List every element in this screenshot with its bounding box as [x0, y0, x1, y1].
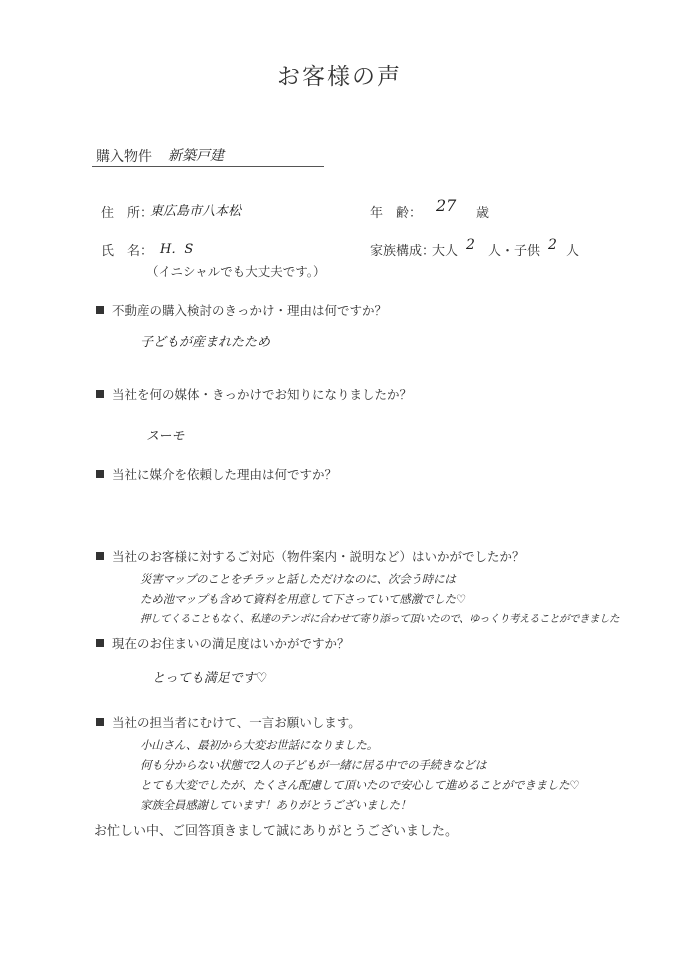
address-label: 住 所： — [101, 206, 154, 221]
name-note: （イニシャルでも大丈夫です。） — [146, 264, 326, 279]
answer-line: とても大変でしたが、たくさん配慮して頂いたので安心して進めることができました♡ — [140, 778, 580, 792]
bullet-square-icon — [96, 718, 104, 726]
question-5 — [96, 634, 350, 652]
question-6 — [96, 713, 361, 731]
question-text: 不動産の購入検討のきっかけ・理由は何ですか？ — [112, 303, 388, 318]
family-adult-count: 2 — [466, 237, 475, 253]
page-title: お客様の声 — [277, 64, 402, 90]
answer-line: 災害マップのことをチラッと話しただけなのに、次会う時には — [140, 572, 456, 586]
question-text: 現在のお住まいの満足度はいかがですか？ — [112, 636, 350, 651]
bullet-square-icon — [96, 552, 104, 560]
property-label: 購入物件 — [96, 149, 152, 165]
question-text: 当社のお客様に対するご対応（物件案内・説明など）はいかがでしたか？ — [112, 549, 525, 564]
bullet-square-icon — [96, 639, 104, 647]
answer-line: 子どもが産まれたため — [140, 335, 271, 350]
answer-line: とっても満足です♡ — [152, 671, 268, 686]
age-unit: 歳 — [476, 206, 490, 221]
question-text: 当社に媒介を依頼した理由は何ですか？ — [112, 467, 338, 482]
answer-line: 押してくることもなく、私達のテンポに合わせて寄り添って頂いたので、ゆっくり考えることができました — [140, 613, 619, 625]
bullet-square-icon — [96, 306, 104, 314]
property-underline — [92, 166, 324, 167]
age-value: 27 — [436, 196, 457, 215]
question-3 — [96, 465, 337, 483]
closing-message: お忙しい中、ご回答頂きまして誠にありがとうございました。 — [94, 824, 459, 839]
address-value: 東広島市八本松 — [150, 204, 242, 219]
answer-line: 小山さん、最初から大変お世話になりました。 — [140, 738, 378, 752]
question-text: 当社の担当者にむけて、一言お願いします。 — [112, 715, 361, 730]
question-4 — [96, 547, 525, 565]
property-value: 新築戸建 — [168, 148, 224, 164]
age-label: 年 齢： — [370, 206, 423, 221]
question-2 — [96, 385, 412, 403]
question-1 — [96, 301, 387, 319]
answer-line: 何も分からない状態で2人の子どもが一緒に居る中での手続きなどは — [140, 758, 487, 772]
family-child-unit: 人 — [566, 244, 580, 259]
family-label: 家族構成： — [370, 244, 436, 259]
family-adult-label: 大人 — [432, 244, 459, 259]
bullet-square-icon — [96, 470, 104, 478]
bullet-square-icon — [96, 390, 104, 398]
name-label: 氏 名： — [101, 244, 154, 259]
answer-line: 家族全員感謝しています！ありがとうございました！ — [140, 798, 412, 812]
question-text: 当社を何の媒体・きっかけでお知りになりましたか？ — [112, 387, 413, 402]
family-adult-unit: 人・子供 — [488, 244, 541, 259]
family-child-count: 2 — [548, 237, 557, 253]
answer-line: ため池マップも含めて資料を用意して下さっていて感激でした♡ — [140, 592, 467, 606]
answer-line: スーモ — [146, 429, 185, 444]
name-value: H．S — [160, 242, 194, 257]
